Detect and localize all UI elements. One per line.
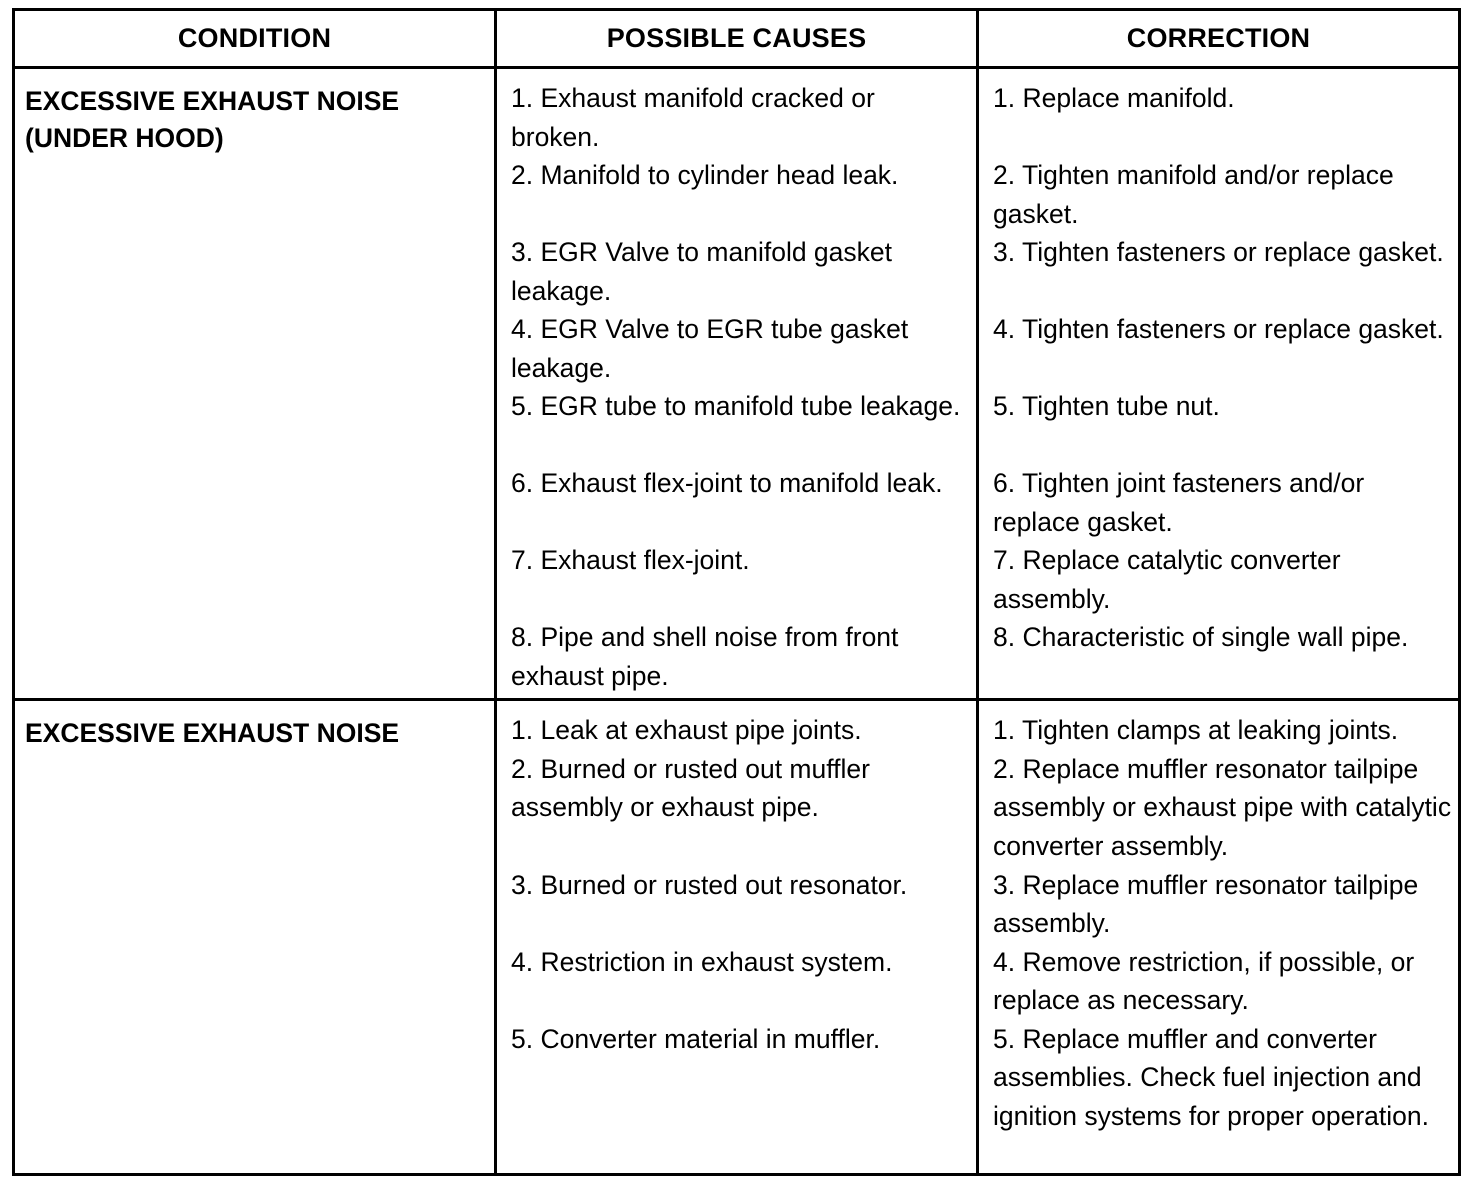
cause-item: 1. Exhaust manifold cracked or broken. — [511, 83, 875, 152]
cause-item: 8. Pipe and shell noise from front exhaust pipe. — [511, 622, 899, 691]
cause-item: 5. Converter material in muffler. — [511, 1023, 881, 1054]
correction-item: 3. Replace muffler resonator tailpipe assembly. — [993, 869, 1419, 938]
header-row — [14, 10, 1460, 68]
correction-item: 2. Tighten manifold and/or replace gasket. — [993, 160, 1394, 229]
cause-item: 3. EGR Valve to manifold gasket leakage. — [511, 237, 893, 306]
header-possible-causes: POSSIBLE CAUSES — [496, 10, 978, 68]
correction-item: 8. Characteristic of single wall pipe. — [993, 622, 1409, 652]
correction-item: 1. Tighten clamps at leaking joints. — [993, 715, 1399, 745]
cause-item: 6. Exhaust flex-joint to manifold leak. — [511, 468, 943, 498]
diagnosis-table — [12, 8, 1461, 1176]
correction-cell — [978, 68, 1460, 700]
condition-text: (UNDER HOOD) — [25, 123, 224, 153]
correction-item: 3. Tighten fasteners or replace gasket. — [993, 237, 1444, 267]
correction-item: 4. Tighten fasteners or replace gasket. — [993, 314, 1444, 344]
cause-item: 3. Burned or rusted out resonator. — [511, 869, 908, 900]
table-row-under-hood — [14, 68, 1460, 700]
cause-item: 1. Leak at exhaust pipe joints. — [511, 715, 862, 745]
correction-item: 7. Replace catalytic converter assembly. — [993, 545, 1341, 614]
causes-cell — [496, 700, 978, 1175]
correction-item: 4. Remove restriction, if possible, or replace as necessary. — [993, 946, 1415, 1015]
causes-cell — [496, 68, 978, 700]
cause-item: 2. Burned or rusted out muffler assembly or exhaust pipe. — [511, 753, 870, 822]
correction-item: 5. Replace muffler and converter assemblies. Check fuel injection and ignition systems for proper operation. — [993, 1023, 1429, 1131]
cause-item: 7. Exhaust flex-joint. — [511, 545, 750, 575]
correction-cell — [978, 700, 1460, 1175]
header-condition: CONDITION — [14, 10, 496, 68]
cause-item: 4. EGR Valve to EGR tube gasket leakage. — [511, 314, 909, 383]
correction-item: 1. Replace manifold. — [993, 83, 1235, 113]
condition-cell — [14, 68, 496, 700]
cause-item: 5. EGR tube to manifold tube leakage. — [511, 391, 961, 421]
header-correction: CORRECTION — [978, 10, 1460, 68]
condition-text: EXCESSIVE EXHAUST NOISE — [25, 718, 400, 748]
correction-item: 2. Replace muffler resonator tailpipe assembly or exhaust pipe with catalytic converter assembly. — [993, 753, 1452, 861]
condition-text: EXCESSIVE EXHAUST NOISE — [25, 86, 400, 116]
condition-cell — [14, 700, 496, 1175]
table-row-excessive-noise — [14, 700, 1460, 1175]
correction-item: 5. Tighten tube nut. — [993, 391, 1220, 421]
correction-item: 6. Tighten joint fasteners and/or replace gasket. — [993, 468, 1365, 537]
cause-item: 2. Manifold to cylinder head leak. — [511, 160, 899, 190]
cause-item: 4. Restriction in exhaust system. — [511, 946, 893, 977]
